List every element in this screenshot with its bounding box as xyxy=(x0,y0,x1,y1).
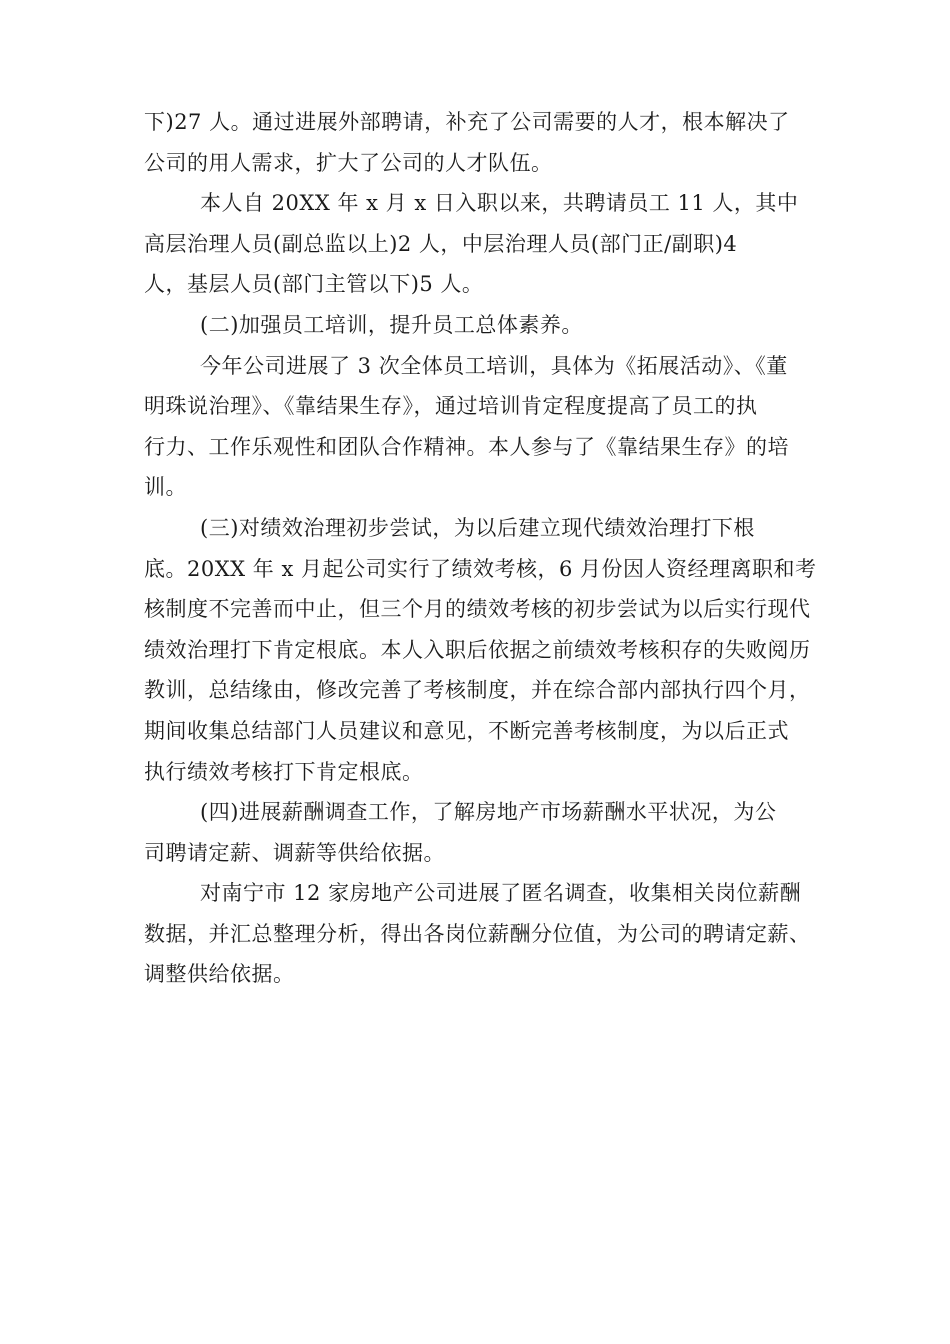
text-line-22: 调整供给依据。 xyxy=(144,962,295,987)
text-line-1: 下)27 人。通过进展外部聘请，补充了公司需要的人才，根本解决了 xyxy=(144,110,790,134)
text-line-15: 教训，总结缘由，修改完善了考核制度，并在综合部内部执行四个月， xyxy=(144,678,811,703)
body-text xyxy=(144,102,824,995)
section-heading-3: (三)对绩效治理初步尝试，为以后建立现代绩效治理打下根 xyxy=(200,515,755,540)
text-line-5: 人，基层人员(部门主管以下)5 人。 xyxy=(144,272,484,297)
text-line-16: 期间收集总结部门人员建议和意见，不断完善考核制度，为以后正式 xyxy=(144,718,789,743)
text-line-3: 本人自 20XX 年 x 月 x 日入职以来，共聘请员工 11 人，其中 xyxy=(200,191,799,216)
text-line-4: 高层治理人员(副总监以上)2 人，中层治理人员(部门正/副职)4 xyxy=(144,231,738,256)
text-line-7: 今年公司进展了 3 次全体员工培训，具体为《拓展活动》、《董 xyxy=(200,353,788,378)
text-line-17: 执行绩效考核打下肯定根底。 xyxy=(144,759,424,784)
text-line-14: 绩效治理打下肯定根底。本人入职后依据之前绩效考核积存的失败阅历 xyxy=(144,637,811,662)
section-heading-4: (四)进展薪酬调查工作，了解房地产市场薪酬水平状况，为公 xyxy=(200,800,777,825)
text-line-13: 核制度不完善而中止，但三个月的绩效考核的初步尝试为以后实行现代 xyxy=(144,597,811,622)
text-line-2: 公司的用人需求，扩大了公司的人才队伍。 xyxy=(144,150,553,175)
text-line-10: 训。 xyxy=(144,475,187,500)
text-line-12: 底。20XX 年 x 月起公司实行了绩效考核，6 月份因人资经理离职和考 xyxy=(144,556,817,581)
text-line-19: 司聘请定薪、调薪等供给依据。 xyxy=(144,840,445,865)
text-line-21: 数据，并汇总整理分析，得出各岗位薪酬分位值，为公司的聘请定薪、 xyxy=(144,921,811,946)
text-line-9: 行力、工作乐观性和团队合作精神。本人参与了《靠结果生存》的培 xyxy=(144,434,789,459)
text-line-8: 明珠说治理》、《靠结果生存》，通过培训肯定程度提高了员工的执 xyxy=(144,394,758,419)
section-heading-2: (二)加强员工培训，提升员工总体素养。 xyxy=(200,312,583,337)
text-line-20: 对南宁市 12 家房地产公司进展了匿名调查，收集相关岗位薪酬 xyxy=(200,881,802,906)
